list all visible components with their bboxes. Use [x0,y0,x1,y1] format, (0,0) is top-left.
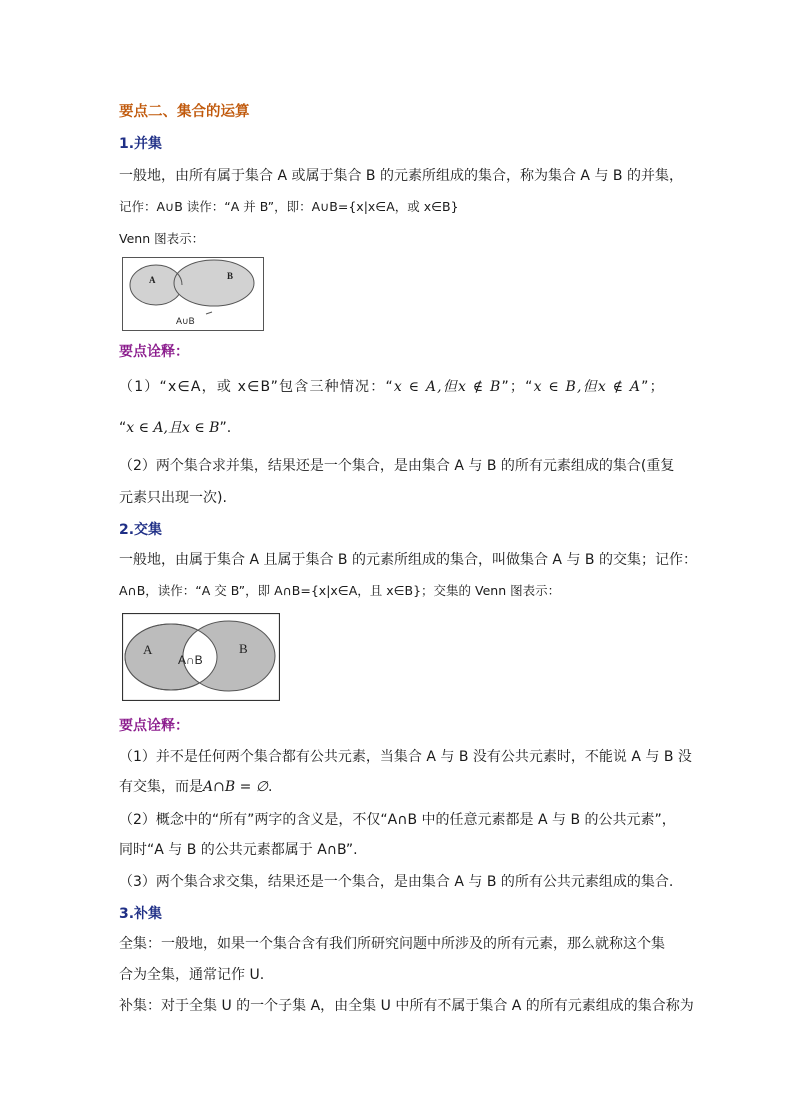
intersection-note2-line1: （2）概念中的“所有”两字的含义是，不仅“A∩B 中的任意元素都是 A 与 B 的公共元素”， [119,812,676,828]
union-note1-math3: x ∈ A,且x ∈ B [126,420,220,436]
section-title: 要点二、集合的运算 [119,104,250,120]
union-definition-line2: 记作：A∪B 读作：“A 并 B”，即：A∪B={x|x∈A，或 x∈B} [119,199,459,214]
union-note1-text2: ”；“ [501,379,534,395]
union-note2-line1: （2）两个集合求并集，结果还是一个集合，是由集合 A 与 B 的所有元素组成的集合(重复 [119,458,675,474]
union-definition-line1: 一般地，由所有属于集合 A 或属于集合 B 的元素所组成的集合，称为集合 A 与 B 的并集， [119,168,683,184]
union-note1-math1: x ∈ A,但x ∉ B [393,379,502,395]
intersection-note1-line2 [119,778,272,796]
union-heading: 1.并集 [119,136,163,152]
intersection-note2-line2: 同时“A 与 B 的公共元素都属于 A∩B”. [119,842,358,858]
union-note1-line2 [119,419,231,437]
intersection-label-a: A [143,642,153,657]
union-note1-text1: （1）“x∈A，或 x∈B”包含三种情况：“ [119,379,394,395]
intersection-heading: 2.交集 [119,522,163,538]
union-note1-line1 [119,378,665,396]
intersection-venn-diagram [122,613,280,701]
intersection-label-result: A∩B [178,653,203,667]
union-note1-quote-close: ”. [219,420,232,436]
intersection-definition-line1: 一般地，由属于集合 A 且属于集合 B 的元素所组成的集合，叫做集合 A 与 B 的交集；记作： [119,552,697,568]
intersection-note3: （3）两个集合求交集，结果还是一个集合，是由集合 A 与 B 的所有公共元素组成的集合. [119,874,674,890]
union-label-a: A [149,275,156,285]
intersection-notes-title: 要点诠释： [119,718,189,734]
union-venn-caption: Venn 图表示： [119,231,205,246]
intersection-label-b: B [239,641,248,656]
union-note1-text3: ”； [641,379,665,395]
union-note1-quote-open: “ [119,420,127,436]
union-notes-title: 要点诠释： [119,344,189,360]
intersection-note1-math: A∩B = ∅ [203,779,268,795]
union-label-b: B [227,271,234,281]
universal-set-line2: 合为全集，通常记作 U. [119,967,265,983]
complement-heading: 3.补集 [119,906,163,922]
intersection-definition-line2: A∩B，读作：“A 交 B”，即 A∩B={x|x∈A，且 x∈B}；交集的 Venn 图表示： [119,583,561,598]
union-venn-diagram [122,257,264,331]
union-set-b-ellipse [174,260,254,306]
union-note2-line2: 元素只出现一次). [119,490,227,506]
intersection-note1-end: . [267,779,273,795]
universal-set-line1: 全集：一般地，如果一个集合含有我们所研究问题中所涉及的所有元素，那么就称这个集 [119,936,665,952]
union-label-result: A∪B [176,316,195,326]
complement-definition-line1: 补集：对于全集 U 的一个子集 A，由全集 U 中所有不属于集合 A 的所有元素组成的集合称为 [119,998,694,1014]
union-note1-math2: x ∈ B,但x ∉ A [533,379,642,395]
intersection-note1-text: 有交集，而是 [119,779,203,795]
intersection-note1-line1: （1）并不是任何两个集合都有公共元素，当集合 A 与 B 没有公共元素时，不能说 A 与 B 没 [119,749,692,765]
